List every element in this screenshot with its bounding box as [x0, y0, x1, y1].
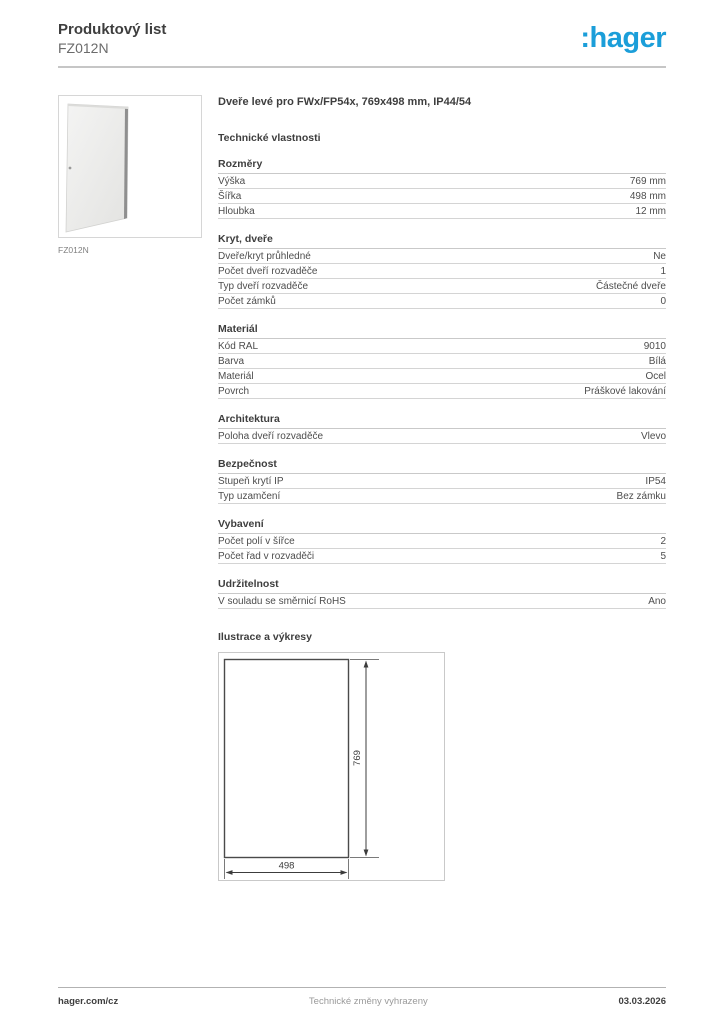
- illustrations-heading: Ilustrace a výkresy: [218, 631, 312, 643]
- spec-section-title: Architektura: [218, 413, 666, 429]
- spec-label: Kód RAL: [218, 341, 259, 352]
- spec-value: Ano: [648, 596, 666, 607]
- spec-row: [218, 174, 666, 189]
- page-title: Produktový list: [58, 21, 167, 38]
- spec-row: [218, 279, 666, 294]
- spec-label: Typ dveří rozvaděče: [218, 281, 309, 292]
- spec-row: [218, 189, 666, 204]
- spec-section: [218, 233, 666, 309]
- spec-value: 2: [660, 536, 666, 547]
- spec-row: [218, 354, 666, 369]
- spec-row: [218, 339, 666, 354]
- main-content: [218, 90, 666, 881]
- spec-value: Částečné dveře: [595, 281, 666, 292]
- spec-label: Počet dveří rozvaděče: [218, 266, 318, 277]
- spec-section: [218, 578, 666, 609]
- spec-row: [218, 429, 666, 444]
- spec-label: Poloha dveří rozvaděče: [218, 431, 324, 442]
- spec-row: [218, 204, 666, 219]
- spec-label: Počet polí v šířce: [218, 536, 295, 547]
- header-divider: [58, 66, 666, 68]
- spec-value: IP54: [645, 476, 666, 487]
- spec-value: Bez zámku: [616, 491, 666, 502]
- spec-row: [218, 264, 666, 279]
- spec-value: Bílá: [648, 356, 666, 367]
- spec-label: Hloubka: [218, 206, 255, 217]
- spec-row: [218, 549, 666, 564]
- spec-label: Výška: [218, 176, 246, 187]
- spec-label: Typ uzamčení: [218, 491, 281, 502]
- door-photo-illustration: [59, 96, 201, 237]
- spec-row: [218, 384, 666, 399]
- spec-label: Materiál: [218, 371, 254, 382]
- spec-value: Práškové lakování: [584, 386, 666, 397]
- spec-value: 5: [660, 551, 666, 562]
- spec-value: Vlevo: [640, 431, 666, 442]
- spec-value: Ne: [653, 251, 666, 262]
- spec-label: Povrch: [218, 386, 250, 397]
- spec-row: [218, 594, 666, 609]
- photo-caption: FZ012N: [58, 245, 89, 255]
- spec-section-title: Materiál: [218, 323, 666, 339]
- spec-row: [218, 474, 666, 489]
- spec-row: [218, 369, 666, 384]
- spec-row: [218, 294, 666, 309]
- spec-section: [218, 413, 666, 444]
- spec-label: Počet řad v rozvaděči: [218, 551, 315, 562]
- spec-label: V souladu se směrnicí RoHS: [218, 596, 346, 607]
- spec-section-title: Rozměry: [218, 158, 666, 174]
- footer-website-link[interactable]: hager.com/cz: [58, 996, 119, 1007]
- spec-label: Stupeň krytí IP: [218, 476, 284, 487]
- spec-value: 1: [660, 266, 666, 277]
- spec-value: Ocel: [645, 371, 666, 382]
- hager-logo: :hager: [580, 22, 666, 54]
- spec-row: [218, 489, 666, 504]
- footer-disclaimer: Technické změny vyhrazeny: [308, 996, 428, 1007]
- spec-value: 498 mm: [629, 191, 666, 202]
- product-figure: [58, 95, 202, 255]
- spec-sections: [218, 158, 666, 609]
- width-dimension-label: 498: [278, 860, 295, 872]
- spec-section-title: Vybavení: [218, 518, 666, 534]
- spec-label: Barva: [218, 356, 245, 367]
- height-dimension-label: 769: [352, 750, 363, 766]
- spec-value: 12 mm: [635, 206, 666, 217]
- spec-section-title: Udržitelnost: [218, 578, 666, 594]
- spec-section-title: Bezpečnost: [218, 458, 666, 474]
- spec-row: [218, 249, 666, 264]
- product-code: FZ012N: [58, 40, 109, 56]
- footer: [58, 987, 666, 1007]
- spec-value: 0: [660, 296, 666, 307]
- spec-section: [218, 458, 666, 504]
- footer-date: 03.03.2026: [618, 996, 666, 1007]
- spec-label: Dveře/kryt průhledné: [218, 251, 311, 262]
- spec-label: Šířka: [218, 191, 242, 202]
- dimension-drawing: [218, 652, 445, 881]
- spec-label: Počet zámků: [218, 296, 276, 307]
- product-photo: [58, 95, 202, 238]
- spec-row: [218, 534, 666, 549]
- spec-value: 769 mm: [629, 176, 666, 187]
- spec-section: [218, 158, 666, 219]
- spec-section: [218, 323, 666, 399]
- product-title: Dveře levé pro FWx/FP54x, 769x498 mm, IP44/54: [218, 96, 472, 108]
- spec-section: [218, 518, 666, 564]
- tech-properties-heading: Technické vlastnosti: [218, 132, 321, 144]
- door-outline: [225, 660, 349, 858]
- spec-section-title: Kryt, dveře: [218, 233, 666, 249]
- header: [58, 20, 166, 57]
- spec-value: 9010: [643, 341, 666, 352]
